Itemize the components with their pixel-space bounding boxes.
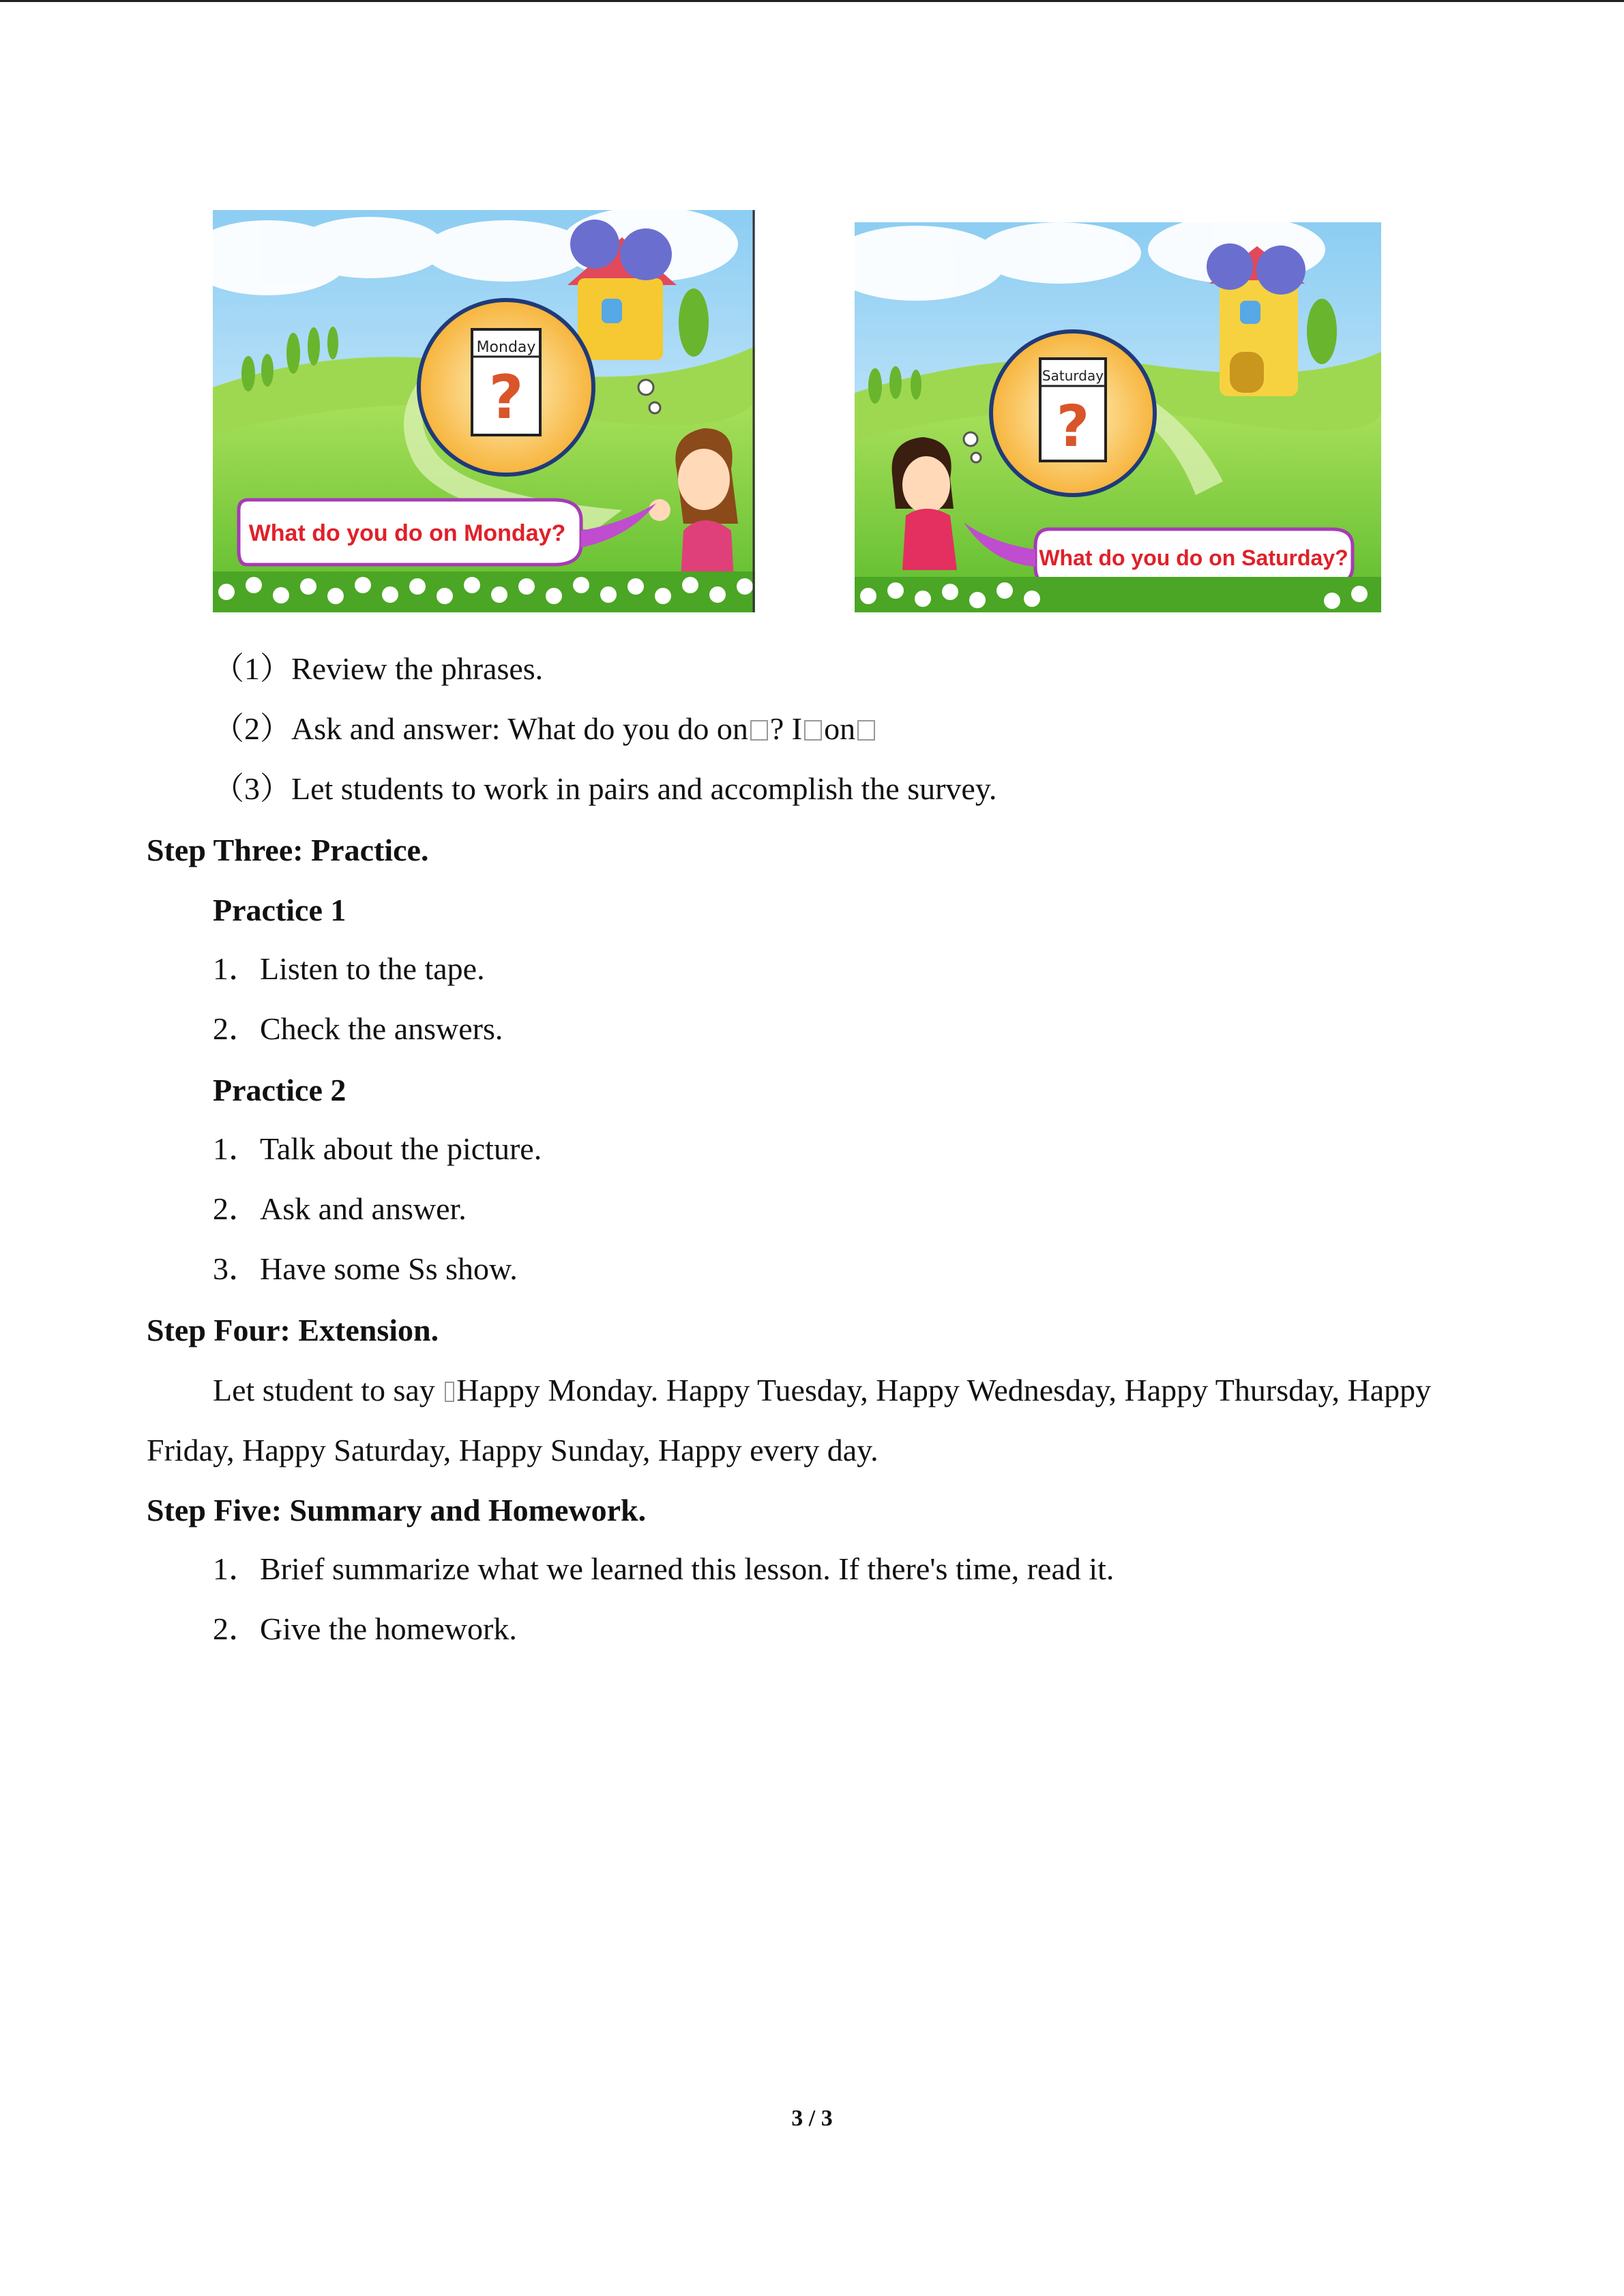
item-text: Talk about the picture.	[260, 1131, 542, 1166]
missing-glyph-box	[445, 1382, 454, 1402]
item-text-c: on	[824, 711, 856, 746]
missing-glyph-box	[804, 720, 822, 741]
saturday-calendar-word: Saturday	[1042, 368, 1104, 384]
work-in-pairs-line	[213, 773, 996, 805]
item-text: Give the homework.	[260, 1611, 517, 1646]
practice-1-item-2	[213, 1013, 503, 1045]
item-text: Let students to work in pairs and accomplish the survey.	[291, 771, 997, 806]
summary-item-2	[213, 1613, 517, 1645]
extension-text-b: Happy Monday. Happy Tuesday, Happy Wednesday, Happy Thursday, Happy	[456, 1373, 1432, 1407]
illustration-monday	[213, 210, 755, 612]
missing-glyph-box	[857, 720, 875, 741]
practice-2-title: Practice 2	[213, 1073, 346, 1107]
review-phrases-line	[213, 653, 543, 685]
item-number: 2．	[213, 1611, 260, 1646]
practice-1-item-1	[213, 953, 485, 985]
extension-paragraph-line-2: Friday, Happy Saturday, Happy Sunday, Happy every day.	[147, 1433, 879, 1467]
practice-2-item-1	[213, 1133, 542, 1165]
ask-answer-line	[213, 713, 877, 745]
page-top-rule	[0, 0, 1624, 2]
illustration-saturday	[855, 222, 1381, 612]
item-text-a: Ask and answer: What do you do on	[291, 711, 748, 746]
item-text: Ask and answer.	[260, 1191, 467, 1226]
item-number: （1）	[213, 651, 291, 686]
item-text: Brief summarize what we learned this lesson. If there's time, read it.	[260, 1551, 1114, 1586]
monday-calendar-word: Monday	[476, 339, 536, 356]
page-number: 3 / 3	[791, 2106, 833, 2131]
practice-1-title: Practice 1	[213, 893, 346, 927]
saturday-question-mark: ?	[1056, 393, 1090, 460]
summary-item-1	[213, 1553, 1114, 1585]
step-four-heading: Step Four: Extension.	[147, 1313, 439, 1347]
practice-2-item-3	[213, 1253, 518, 1285]
item-text-b: ? I	[769, 711, 803, 746]
item-text: Check the answers.	[260, 1011, 503, 1046]
monday-question-mark: ?	[488, 362, 524, 432]
item-number: （2）	[213, 711, 291, 746]
monday-speech-text: What do you do on Monday?	[248, 520, 566, 546]
saturday-speech-text: What do you do on Saturday?	[1039, 546, 1348, 570]
step-three-heading: Step Three: Practice.	[147, 833, 429, 867]
extension-text-a: Let student to say	[213, 1373, 443, 1407]
item-number: （3）	[213, 771, 291, 806]
item-number: 3．	[213, 1251, 260, 1286]
item-number: 2．	[213, 1191, 260, 1226]
item-text: Have some Ss show.	[260, 1251, 518, 1286]
item-text: Listen to the tape.	[260, 951, 485, 986]
missing-glyph-box	[750, 720, 768, 741]
item-number: 1．	[213, 1551, 260, 1586]
extension-paragraph-line-1	[213, 1375, 1431, 1406]
item-number: 1．	[213, 951, 260, 986]
step-five-heading: Step Five: Summary and Homework.	[147, 1493, 647, 1527]
item-text: Review the phrases.	[291, 651, 544, 686]
item-number: 2．	[213, 1011, 260, 1046]
practice-2-item-2	[213, 1193, 467, 1225]
item-number: 1．	[213, 1131, 260, 1166]
